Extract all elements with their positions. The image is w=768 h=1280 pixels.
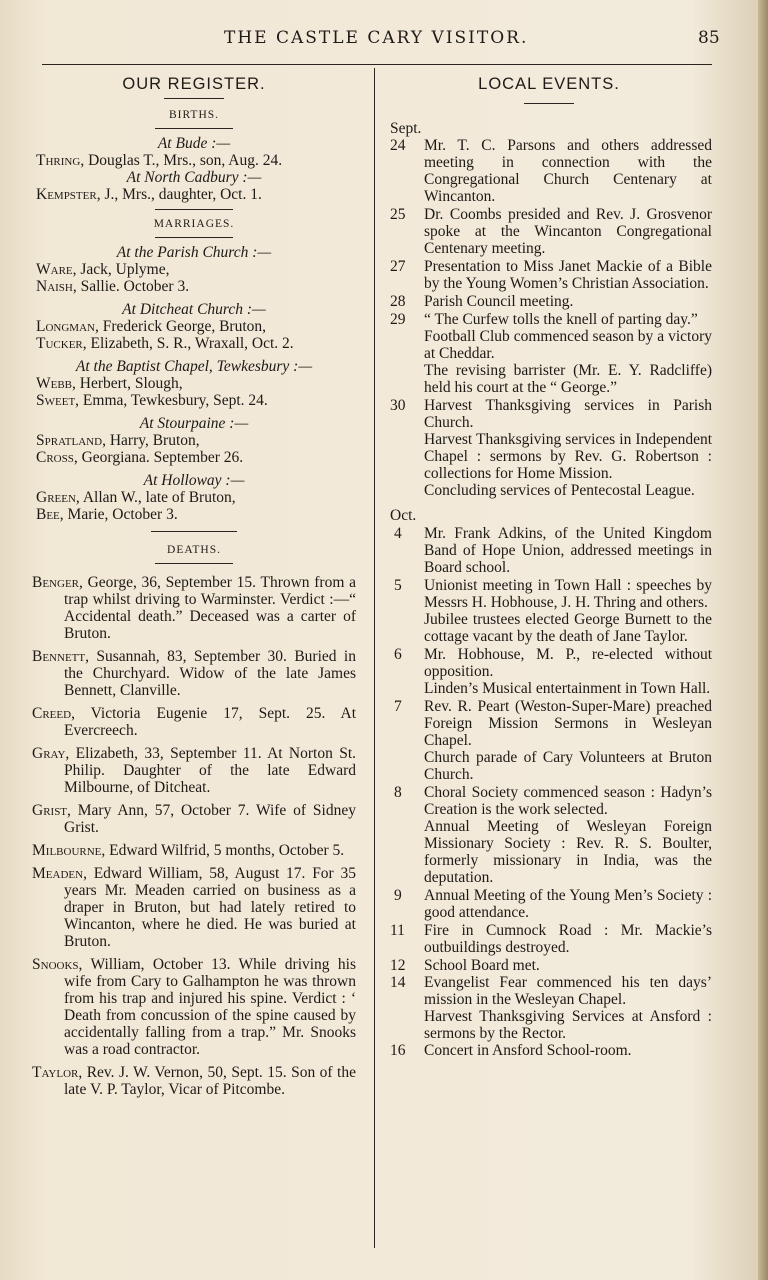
- surname: Benger: [32, 574, 80, 591]
- section-rule: [155, 128, 233, 129]
- entry-details: , George, 36, September 15. Thrown from a trap whilst driving to Warminster. Verdict :—“ Accidental death.” Deceased was a carter of Bruton.: [64, 574, 356, 642]
- surname: Snooks: [32, 956, 79, 973]
- entry-details: , Susannah, 83, September 30. Buried in the Churchyard. Widow of the late James Bennett, Clanville.: [64, 648, 356, 699]
- entry-details: , Edward William, 58, August 17. For 35 years Mr. Meaden carried on business as a draper in Bruton, but had lately retired to Wincanton, where he died. He was buried at Bruton.: [64, 865, 356, 950]
- event-day: [386, 293, 712, 310]
- surname: Cross: [36, 449, 74, 466]
- entry-details: , Allan W., late of Bruton,: [75, 489, 236, 506]
- death-entry: [32, 842, 356, 859]
- marriages-label: MARRIAGES.: [153, 218, 235, 230]
- surname: Creed: [32, 705, 72, 722]
- page-spine-shadow: [758, 0, 768, 1280]
- day-number: 4: [394, 525, 402, 542]
- register-entry: [32, 186, 356, 203]
- section-rule: [155, 237, 233, 238]
- entry-details: , Edward Wilfrid, 5 months, October 5.: [101, 842, 345, 859]
- register-entry: [32, 449, 356, 466]
- event-day: [386, 577, 712, 645]
- day-number: 27: [390, 258, 406, 275]
- entry-details: , Elizabeth, 33, September 11. At Norton St. Philip. Daughter of the late Edward Milbourne, of Ditcheat.: [64, 745, 356, 796]
- section-rule: [151, 531, 237, 532]
- event-text: Evangelist Fear commenced his ten days’ mission in the Wesleyan Chapel.: [424, 974, 712, 1008]
- day-number: 6: [394, 646, 402, 663]
- event-text: Concluding services of Pentecostal League.: [424, 482, 695, 499]
- entry-details: , Mary Ann, 57, October 7. Wife of Sidney Grist.: [64, 802, 356, 836]
- heading-rule: [524, 103, 574, 104]
- surname: Longman: [36, 318, 95, 335]
- entry-details: , Frederick George, Bruton,: [94, 318, 266, 335]
- event-day: [386, 1042, 712, 1059]
- day-number: 30: [390, 397, 406, 414]
- event-text: Jubilee trustees elected George Burnett to the cottage vacant by the death of Jane Taylor.: [424, 611, 712, 645]
- event-text: Rev. R. Peart (Weston-Super-Mare) preached Foreign Mission Sermons in Wesleyan Chapel.: [424, 698, 712, 749]
- section-rule: [155, 209, 233, 210]
- deaths-label: DEATHS.: [167, 544, 221, 556]
- event-text: Unionist meeting in Town Hall : speeches by Messrs H. Hobhouse, J. H. Thring and others.: [424, 577, 712, 611]
- surname: Naish: [36, 278, 73, 295]
- surname: Green: [36, 489, 76, 506]
- day-number: 12: [390, 957, 406, 974]
- event-text: Dr. Coombs presided and Rev. J. Grosvenor spoke at the Wincanton Congregational Centenary meeting.: [424, 206, 712, 257]
- death-entry: [32, 705, 356, 739]
- event-day: [386, 525, 712, 576]
- event-text: Football Club commenced season by a victory at Cheddar.: [424, 328, 712, 362]
- surname: Webb: [36, 375, 73, 392]
- register-heading: OUR REGISTER.: [122, 75, 266, 93]
- death-entry: [32, 745, 356, 796]
- place-heading: At Stourpaine :—: [139, 415, 249, 432]
- page-number: 85: [698, 28, 720, 48]
- death-entry: [32, 802, 356, 836]
- event-day: [386, 258, 712, 292]
- surname: Grist: [32, 802, 68, 819]
- entry-details: , Marie, October 3.: [59, 506, 178, 523]
- day-number: 29: [390, 311, 406, 328]
- entry-details: , William, October 13. While driving his wife from Cary to Galhampton he was thrown from his trap and injured his spine. Verdict : ‘ Death from concussion of the spine caused by accidentally falling from a trap.” Mr. Snooks was a road contractor.: [64, 956, 356, 1058]
- event-day: [386, 206, 712, 257]
- event-text: Harvest Thanksgiving services in Parish Church.: [424, 397, 712, 431]
- register-entry: [32, 278, 356, 295]
- place-heading: At Bude :—: [157, 135, 231, 152]
- register-entry: [32, 375, 356, 392]
- day-number: 14: [390, 974, 406, 991]
- place-heading: At the Parish Church :—: [116, 244, 272, 261]
- event-text: Concert in Ansford School-room.: [424, 1042, 632, 1059]
- entry-details: , Victoria Eugenie 17, Sept. 25. At Evercreech.: [64, 705, 356, 739]
- register-entry: [32, 152, 356, 169]
- events-heading: LOCAL EVENTS.: [478, 75, 620, 93]
- event-text: Linden’s Musical entertainment in Town Hall.: [424, 680, 711, 697]
- event-text: Mr. Hobhouse, M. P., re-elected without opposition.: [424, 646, 712, 680]
- day-number: 5: [394, 577, 402, 594]
- entry-details: , Douglas T., Mrs., son, Aug. 24.: [80, 152, 283, 169]
- entry-details: , Emma, Tewkesbury, Sept. 24.: [75, 392, 268, 409]
- death-entry: [32, 956, 356, 1058]
- event-text: Choral Society commenced season : Hadyn’s Creation is the work selected.: [424, 784, 712, 818]
- day-number: 7: [394, 698, 402, 715]
- death-entry: [32, 574, 356, 642]
- event-text: Harvest Thanksgiving Services at Ansford : sermons by the Rector.: [424, 1008, 712, 1042]
- surname: Kempster: [36, 186, 97, 203]
- entry-details: , Sallie. October 3.: [72, 278, 190, 295]
- births-label: BIRTHS.: [168, 109, 220, 121]
- surname: Tucker: [36, 335, 83, 352]
- event-day: [386, 646, 712, 697]
- entry-details: , Harry, Bruton,: [102, 432, 200, 449]
- event-day: [386, 311, 712, 396]
- event-text: Presentation to Miss Janet Mackie of a Bible by the Young Women’s Christian Association.: [424, 258, 712, 292]
- event-text: Mr. Frank Adkins, of the United Kingdom Band of Hope Union, addressed meetings in Board school.: [424, 525, 712, 576]
- event-text: Annual Meeting of Wesleyan Foreign Missionary Society : Rev. R. S. Boulter, formerly missionary in India, was the deputation.: [424, 818, 712, 886]
- section-rule: [155, 563, 233, 564]
- entry-details: , Jack, Uplyme,: [72, 261, 170, 278]
- month-label: Oct.: [390, 507, 417, 524]
- death-entry: [32, 1064, 356, 1098]
- register-entry: [32, 392, 356, 409]
- entry-details: , Herbert, Slough,: [72, 375, 183, 392]
- event-text: Fire in Cumnock Road : Mr. Mackie’s outbuildings destroyed.: [424, 922, 712, 956]
- place-heading: At the Baptist Chapel, Tewkesbury :—: [75, 358, 313, 375]
- death-entry: [32, 648, 356, 699]
- place-heading: At North Cadbury :—: [126, 169, 262, 186]
- day-number: 24: [390, 137, 406, 154]
- event-text: Church parade of Cary Volunteers at Bruton Church.: [424, 749, 712, 783]
- day-number: 9: [394, 887, 402, 904]
- event-day: [386, 698, 712, 783]
- events-column: [386, 68, 712, 1059]
- event-text: “ The Curfew tolls the knell of parting day.”: [424, 311, 698, 328]
- register-column: [32, 68, 356, 1104]
- event-day: [386, 922, 712, 956]
- entry-details: , J., Mrs., daughter, Oct. 1.: [96, 186, 262, 203]
- event-text: Annual Meeting of the Young Men’s Society : good attendance.: [424, 887, 712, 921]
- entry-details: , Elizabeth, S. R., Wraxall, Oct. 2.: [82, 335, 294, 352]
- surname: Gray: [32, 745, 66, 762]
- day-number: 28: [390, 293, 406, 310]
- event-day: [386, 957, 712, 974]
- day-number: 16: [390, 1042, 406, 1059]
- surname: Meaden: [32, 865, 84, 882]
- surname: Spratland: [36, 432, 103, 449]
- heading-rule: [164, 98, 224, 99]
- month-label: Sept.: [390, 120, 422, 137]
- header-rule: [42, 64, 712, 65]
- register-entry: [32, 318, 356, 335]
- event-day: [386, 397, 712, 499]
- register-entry: [32, 432, 356, 449]
- place-heading: At Holloway :—: [143, 472, 245, 489]
- surname: Taylor: [32, 1064, 79, 1081]
- surname: Milbourne: [32, 842, 102, 859]
- surname: Bennett: [32, 648, 86, 665]
- surname: Thring: [36, 152, 81, 169]
- event-day: [386, 784, 712, 886]
- register-entry: [32, 489, 356, 506]
- register-entry: [32, 335, 356, 352]
- surname: Ware: [36, 261, 73, 278]
- event-day: [386, 974, 712, 1042]
- event-text: School Board met.: [424, 957, 540, 974]
- day-number: 25: [390, 206, 406, 223]
- death-entry: [32, 865, 356, 950]
- surname: Sweet: [36, 392, 76, 409]
- day-number: 8: [394, 784, 402, 801]
- running-header: [0, 24, 768, 56]
- event-day: [386, 887, 712, 921]
- surname: Bee: [36, 506, 60, 523]
- register-entry: [32, 261, 356, 278]
- event-text: Parish Council meeting.: [424, 293, 574, 310]
- entry-details: , Rev. J. W. Vernon, 50, Sept. 15. Son of the late V. P. Taylor, Vicar of Pitcombe.: [64, 1064, 356, 1098]
- column-divider: [374, 68, 375, 1248]
- event-day: [386, 137, 712, 205]
- event-text: Mr. T. C. Parsons and others addressed meeting in connection with the Congregational Church Centenary at Wincanton.: [424, 137, 712, 205]
- place-heading: At Ditcheat Church :—: [122, 301, 266, 318]
- register-entry: [32, 506, 356, 523]
- running-title: THE CASTLE CARY VISITOR.: [224, 28, 529, 48]
- day-number: 11: [390, 922, 405, 939]
- event-text: Harvest Thanksgiving services in Independent Chapel : sermons by Rev. G. Robertson : collections for Home Mission.: [424, 431, 712, 482]
- event-text: The revising barrister (Mr. E. Y. Radcliffe) held his court at the “ George.”: [424, 362, 712, 396]
- entry-details: , Georgiana. September 26.: [73, 449, 244, 466]
